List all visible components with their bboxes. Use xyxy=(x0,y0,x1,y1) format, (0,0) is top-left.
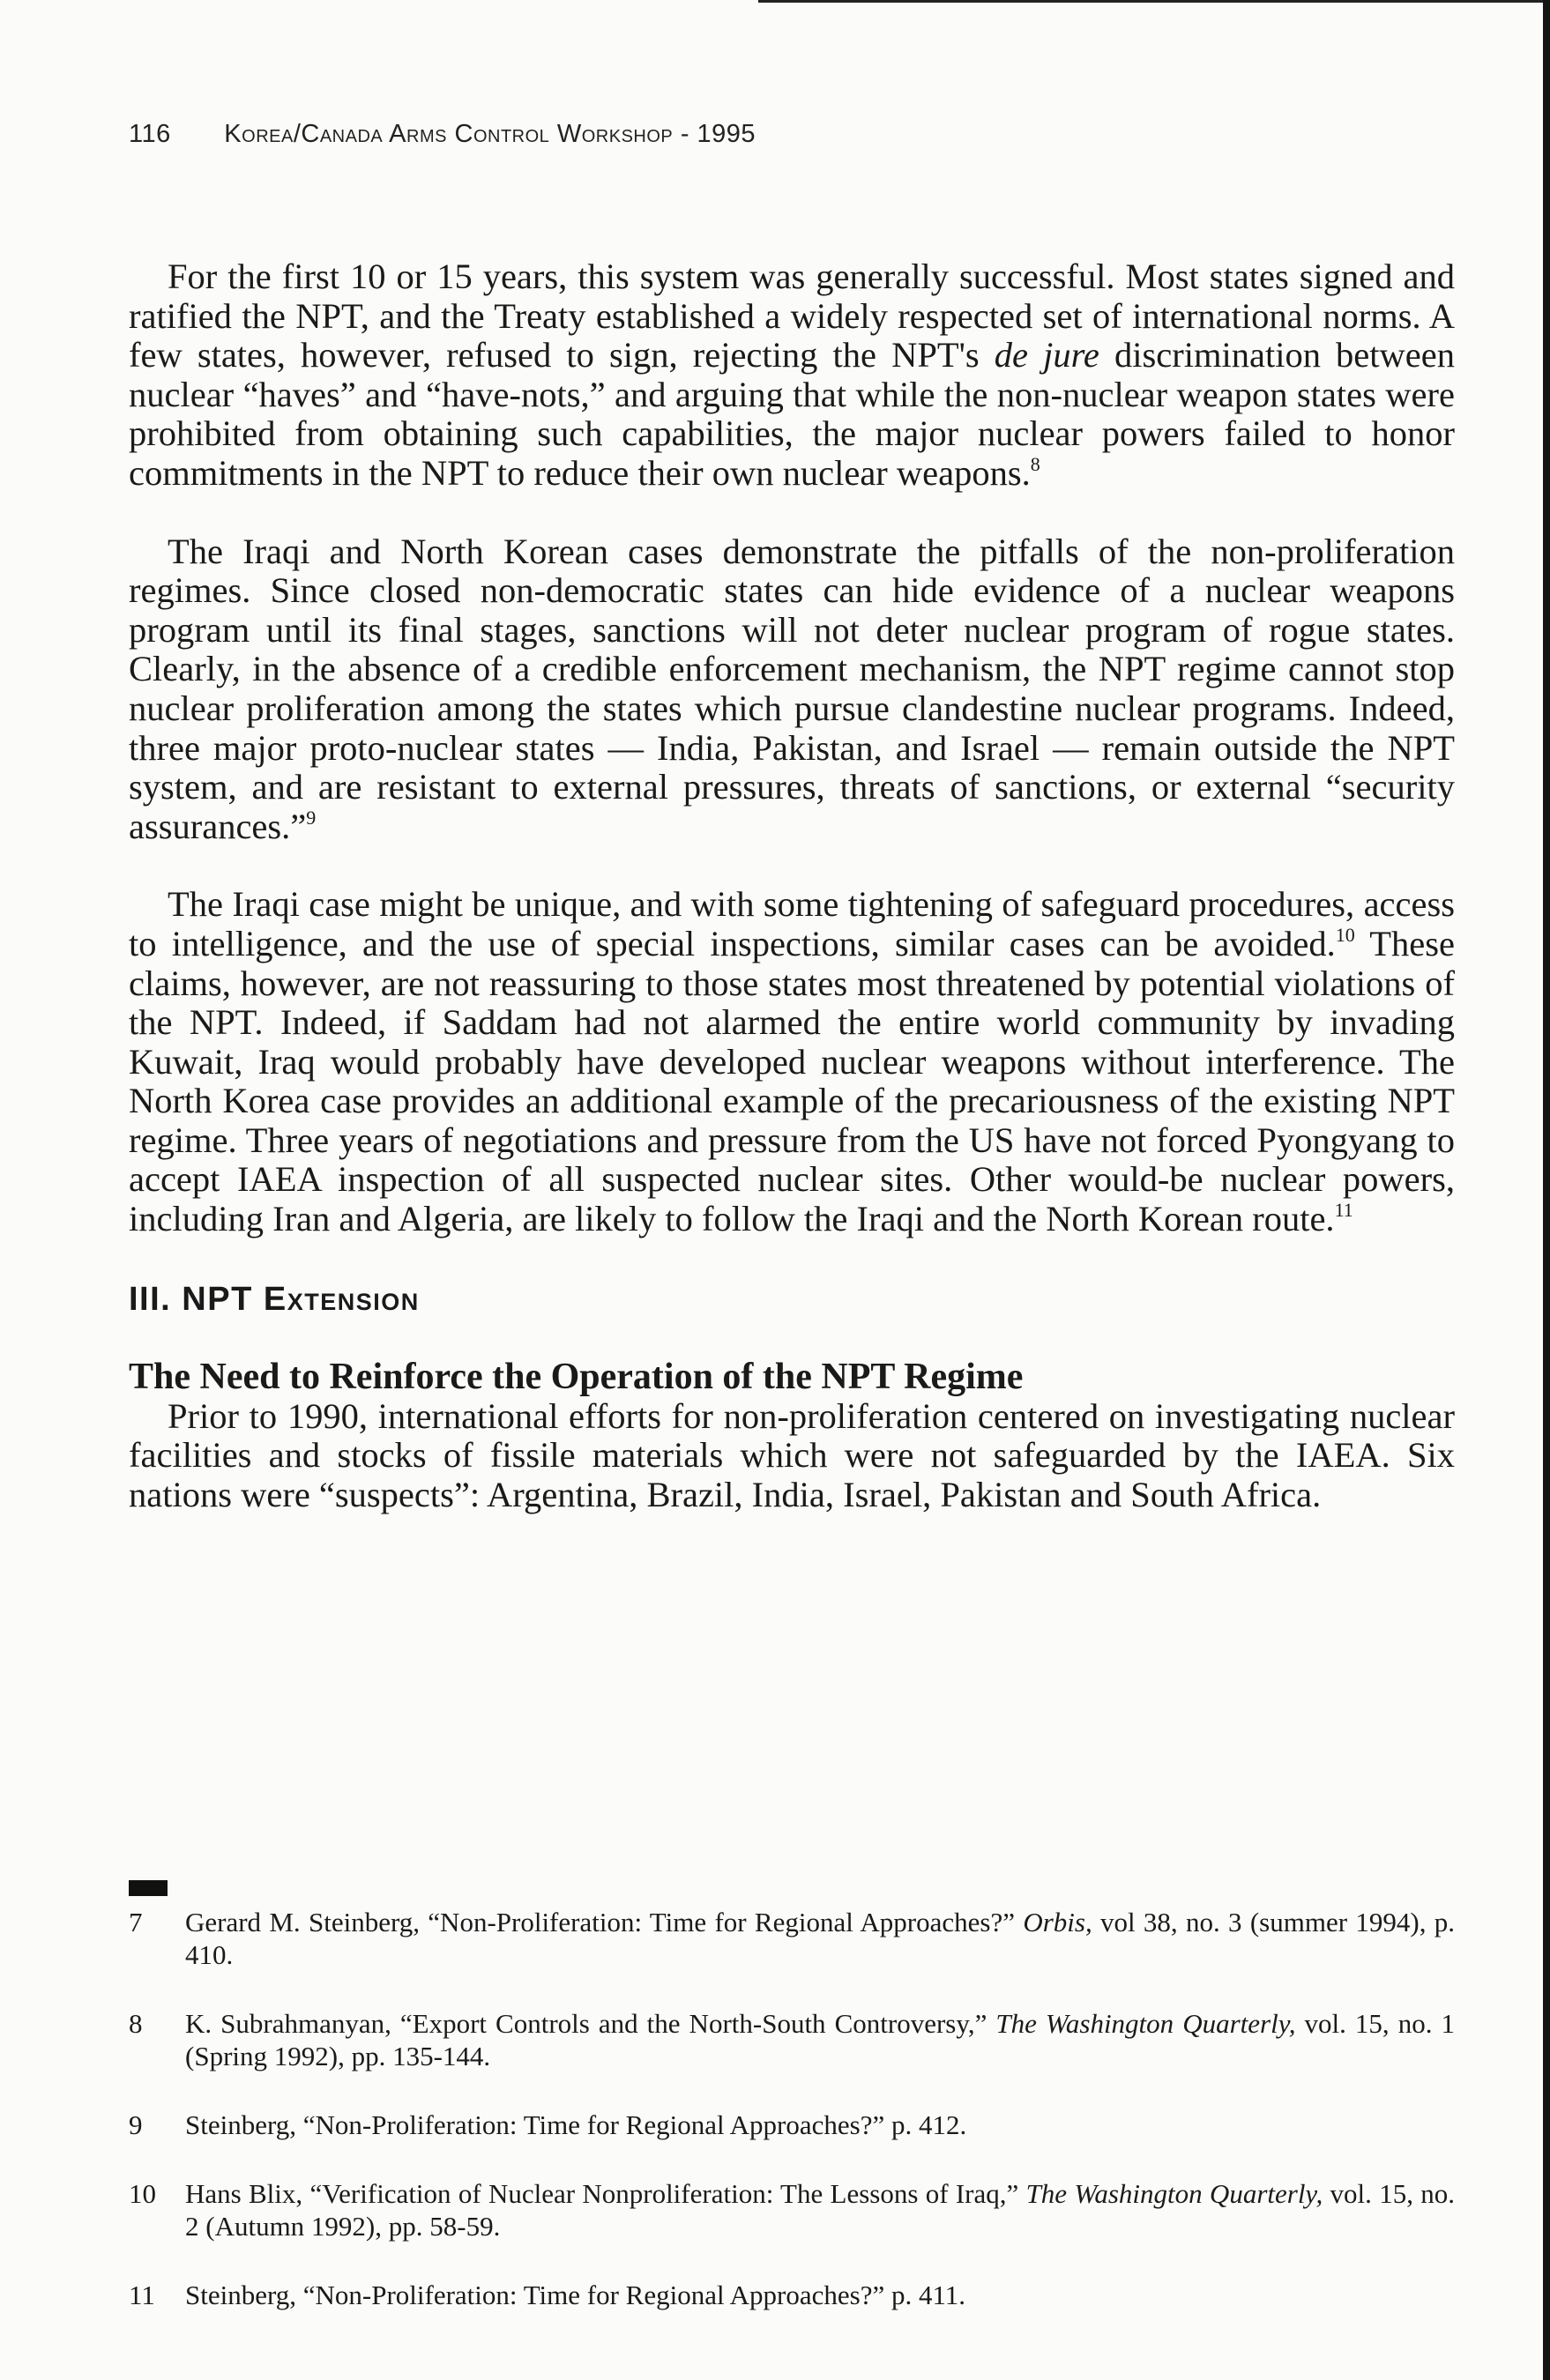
footnote-number: 9 xyxy=(129,2109,143,2140)
footnote-text-after: vol. 15, no. 1 (Spring 1992), pp. 135-144. xyxy=(185,2008,1455,2071)
paragraph-1 xyxy=(129,257,1455,494)
paragraph-3 xyxy=(129,885,1455,1238)
footnote xyxy=(129,2279,1455,2311)
paragraph-2-text: The Iraqi and North Korean cases demonstrate the pitfalls of the non-proliferation regimes. Since closed non-democratic states can hide evidence of a nuclear weapons program until its final stages, sanctions will not deter nuclear program of rogue states. Clearly, in the absence of a credible enforcement mechanism, the NPT regime cannot stop nuclear proliferation among the states which pursue clandestine nuclear programs. Indeed, three major proto-nuclear states — India, Pakistan, and Israel — remain outside the NPT system, and are resistant to external pressures, threats of sanctions, or external “security assurances.” xyxy=(129,531,1455,846)
footnote-journal: Orbis, xyxy=(1023,1907,1092,1937)
footnote-number: 8 xyxy=(129,2008,143,2039)
paragraph-1-italic: de jure xyxy=(994,335,1099,376)
subheading: The Need to Reinforce the Operation of the NPT Regime xyxy=(129,1357,1024,1398)
footnote-text-before: Hans Blix, “Verification of Nuclear Nonproliferation: The Lessons of Iraq,” xyxy=(185,2178,1026,2209)
footnote xyxy=(129,1906,1455,1971)
paragraph-3-text-a: The Iraqi case might be unique, and with some tightening of safeguard procedures, access to intelligence, and the use of special inspections, similar cases can be avoided. xyxy=(129,884,1455,963)
scan-edge-top xyxy=(758,0,1543,3)
running-title: Korea/Canada Arms Control Workshop - 1995 xyxy=(224,120,756,148)
footnote-number: 10 xyxy=(129,2178,156,2209)
footnote-ref-11[interactable]: 11 xyxy=(1334,1199,1353,1222)
footnote-text-before: Steinberg, “Non-Proliferation: Time for Regional Approaches?” p. 412. xyxy=(185,2109,967,2140)
footnote-text-after: vol 38, no. 3 (summer 1994), p. 410. xyxy=(185,1907,1456,1970)
footnote-text xyxy=(185,1906,1455,1971)
footnote xyxy=(129,2177,1455,2242)
footnote-text xyxy=(185,2007,1455,2072)
footnote-text-before: K. Subrahmanyan, “Export Controls and the North-South Controversy,” xyxy=(185,2008,996,2039)
footnote-text xyxy=(185,2177,1455,2242)
footnote xyxy=(129,2109,1455,2141)
footnote-number: 11 xyxy=(129,2280,155,2310)
paragraph-1-text-b: discrimination between nuclear “haves” and “have-nots,” and arguing that while the non-nuclear weapon states were prohibited from obtaining such capabilities, the major nuclear powers failed to honor commitments in the NPT to reduce their own nuclear weapons. xyxy=(129,335,1455,493)
footnote-number: 7 xyxy=(129,1907,143,1937)
footnote-text-after: vol. 15, no. 2 (Autumn 1992), pp. 58-59. xyxy=(185,2178,1455,2242)
footnote-journal: The Washington Quarterly, xyxy=(1025,2178,1323,2209)
running-head xyxy=(129,120,756,149)
paragraph-3-text-b: These claims, however, are not reassuring to those states most threatened by potential violations of the NPT. Indeed, if Saddam had not alarmed the entire world community by invading Kuwait, Iraq would probably have developed nuclear weapons without interference. The North Korea case provides an additional example of the precariousness of the existing NPT regime. Three years of negotiations and pressure from the US have not forced Pyongyang to accept IAEA inspection of all suspected nuclear sites. Other would-be nuclear powers, including Iran and Algeria, are likely to follow the Iraqi and the North Korean route. xyxy=(129,923,1455,1239)
footnote-ref-10[interactable]: 10 xyxy=(1335,923,1355,946)
paragraph-1-text-a: For the first 10 or 15 years, this system was generally successful. Most states signed and ratified the NPT, and the Treaty established a widely respected set of international norms. A few states, however, refused to sign, rejecting the NPT's xyxy=(129,257,1455,376)
page-number: 116 xyxy=(129,120,171,148)
footnote-ref-9[interactable]: 9 xyxy=(306,806,317,829)
footnote-text xyxy=(185,2109,1455,2141)
section-heading: III. NPT Extension xyxy=(129,1280,420,1318)
footnote-rule xyxy=(129,1880,168,1896)
footnote-journal: The Washington Quarterly, xyxy=(995,2008,1296,2039)
footnotes xyxy=(129,1906,1455,2347)
footnote-ref-8[interactable]: 8 xyxy=(1030,452,1040,475)
footnote-text-before: Steinberg, “Non-Proliferation: Time for Regional Approaches?” p. 411. xyxy=(185,2280,966,2310)
paragraph-2 xyxy=(129,532,1455,847)
section-paragraph: Prior to 1990, international efforts for non-proliferation centered on investigating nuclear facilities and stocks of fissile materials which were not safeguarded by the IAEA. Six nations were “suspects”: Argentina, Brazil, India, Israel, Pakistan and South Africa. xyxy=(129,1395,1455,1515)
footnote-text xyxy=(185,2279,1455,2311)
footnote xyxy=(129,2007,1455,2072)
main-text xyxy=(129,257,1455,1515)
footnote-text-before: Gerard M. Steinberg, “Non-Proliferation: Time for Regional Approaches?” xyxy=(185,1907,1024,1937)
scan-edge-right xyxy=(1543,0,1550,2380)
